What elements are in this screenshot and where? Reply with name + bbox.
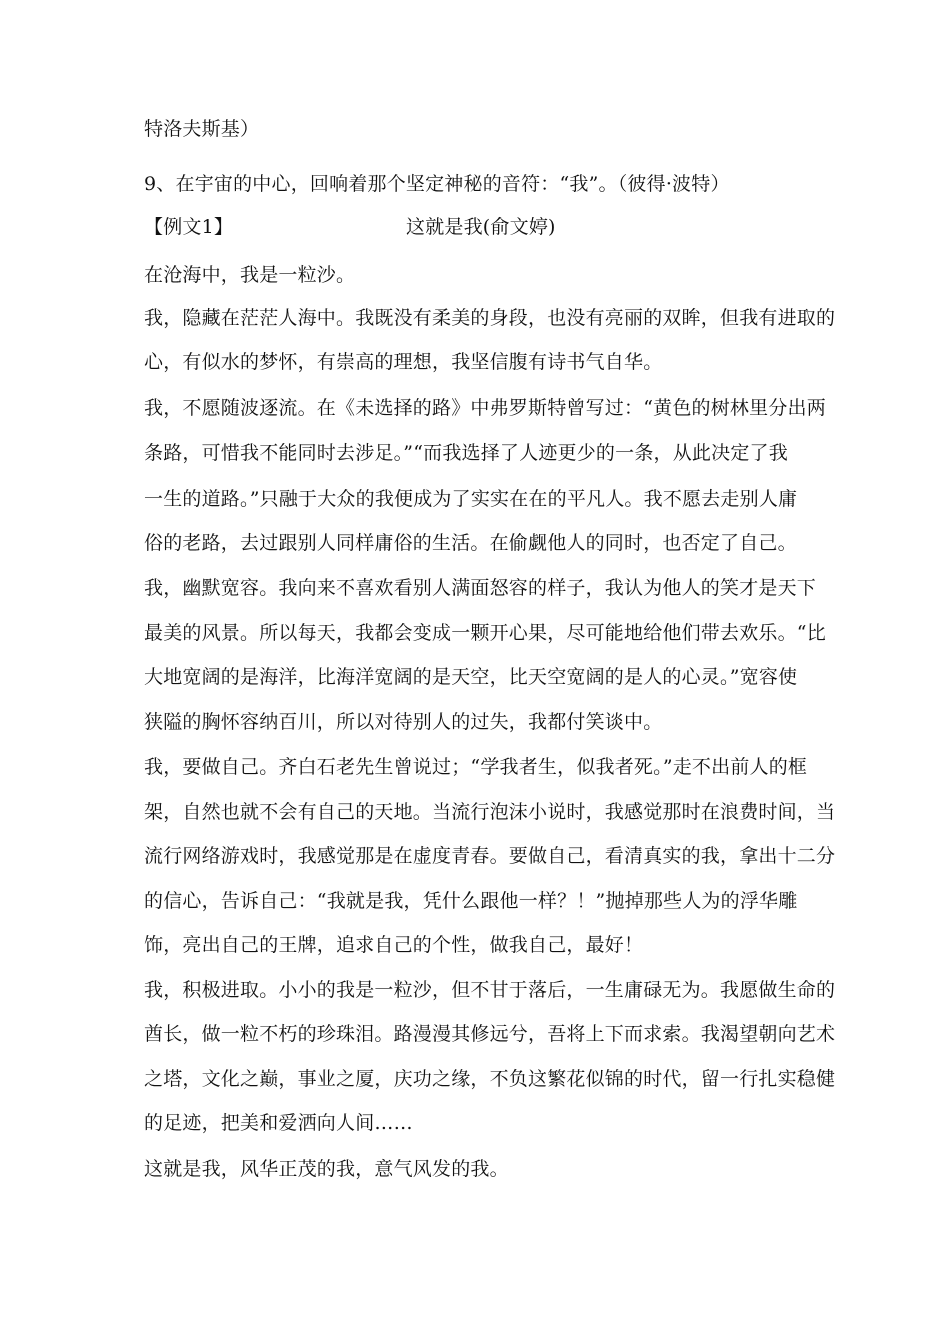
paragraph-line: 的信心，告诉自己：“我就是我，凭什么跟他一样？！”抛掉那些人为的浮华雕 [144, 890, 798, 912]
paragraph-line: 俗的老路，去过跟别人同样庸俗的生活。在偷觑他人的同时，也否定了自己。 [144, 532, 797, 554]
paragraph-line: 狭隘的胸怀容纳百川，所以对待别人的过失，我都付笑谈中。 [144, 711, 663, 733]
paragraph-line: 饰，亮出自己的王牌，追求自己的个性，做我自己，最好！ [144, 934, 644, 956]
paragraph-line: 流行网络游戏时，我感觉那是在虚度青春。要做自己，看清真实的我，拿出十二分 [144, 845, 836, 867]
paragraph-line: 我，要做自己。齐白石老先生曾说过；“学我者生，似我者死。”走不出前人的框 [144, 756, 808, 778]
paragraph-line: 我，不愿随波逐流。在《未选择的路》中弗罗斯特曾写过：“黄色的树林里分出两 [144, 397, 826, 419]
paragraph-line: 这就是我，风华正茂的我，意气风发的我。 [144, 1158, 509, 1180]
paragraph-line: 一生的道路。”只融于大众的我便成为了实实在在的平凡人。我不愿去走别人庸 [144, 488, 798, 510]
paragraph-line: 架，自然也就不会有自己的天地。当流行泡沫小说时，我感觉那时在浪费时间，当 [144, 801, 836, 823]
paragraph-line: 我，幽默宽容。我向来不喜欢看别人满面怒容的样子，我认为他人的笑才是天下 [144, 577, 817, 599]
paragraph-line: 大地宽阔的是海洋，比海洋宽阔的是天空，比天空宽阔的是人的心灵。”宽容使 [144, 666, 798, 688]
text-line-1: 特洛夫斯基） [144, 118, 260, 140]
paragraph-line: 的足迹，把美和爱洒向人间…… [144, 1112, 413, 1134]
example-heading [144, 214, 814, 240]
paragraph-line: 酋长，做一粒不朽的珍珠泪。路漫漫其修远兮，吾将上下而求索。我渴望朝向艺术 [144, 1023, 836, 1045]
paragraph-line: 条路，可惜我不能同时去涉足。”“而我选择了人迹更少的一条，从此决定了我 [144, 442, 788, 464]
paragraph-line: 心，有似水的梦怀，有崇高的理想，我坚信腹有诗书气自华。 [144, 351, 663, 373]
paragraph-line: 之塔，文化之巅，事业之厦，庆功之缘，不负这繁花似锦的时代，留一行扎实稳健 [144, 1068, 836, 1090]
paragraph-line: 最美的风景。所以每天，我都会变成一颗开心果，尽可能地给他们带去欢乐。“比 [144, 622, 826, 644]
quote-9: 9、在宇宙的中心，回响着那个坚定神秘的音符：“我”。（彼得·波特） [144, 173, 730, 195]
paragraph-line: 我，隐藏在茫茫人海中。我既没有柔美的身段，也没有亮丽的双眸，但我有进取的 [144, 307, 836, 329]
example-tag: 【例文1】 [144, 216, 234, 238]
paragraph-line: 在沧海中，我是一粒沙。 [144, 264, 356, 286]
example-title: 这就是我(俞文婷) [406, 216, 556, 238]
paragraph-line: 我，积极进取。小小的我是一粒沙，但不甘于落后，一生庸碌无为。我愿做生命的 [144, 979, 836, 1001]
